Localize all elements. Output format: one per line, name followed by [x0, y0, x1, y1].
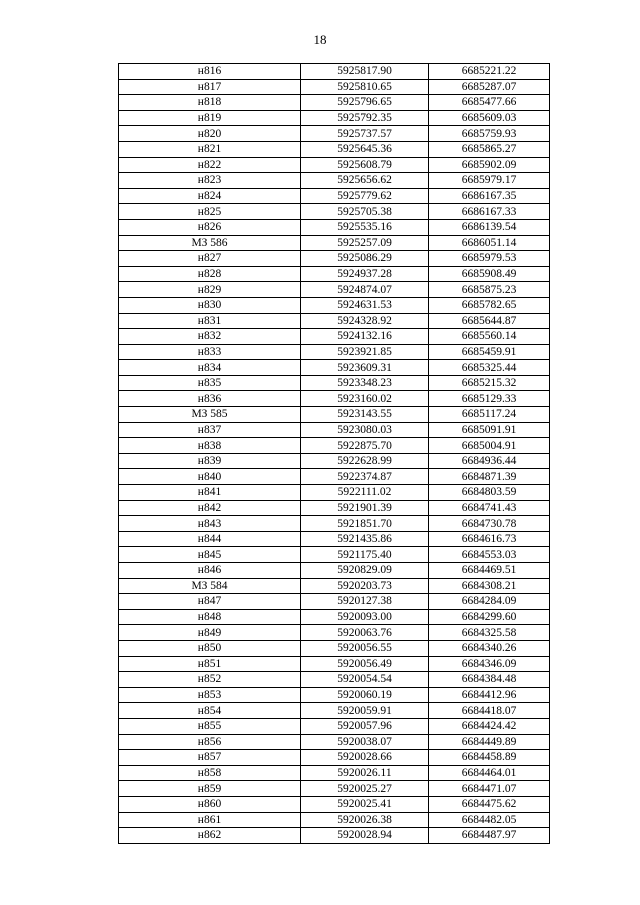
y-coordinate-cell: 6684308.21 [429, 578, 550, 594]
table-row [119, 157, 550, 173]
point-name-cell: н816 [119, 64, 301, 80]
table-row [119, 500, 550, 516]
table-row [119, 469, 550, 485]
point-name-cell: н820 [119, 126, 301, 142]
x-coordinate-cell: 5920025.41 [301, 796, 429, 812]
x-coordinate-cell: 5924328.92 [301, 313, 429, 329]
x-coordinate-cell: 5923080.03 [301, 422, 429, 438]
x-coordinate-cell: 5920127.38 [301, 594, 429, 610]
x-coordinate-cell: 5925086.29 [301, 251, 429, 267]
x-coordinate-cell: 5920059.91 [301, 703, 429, 719]
table-row [119, 329, 550, 345]
table-row [119, 235, 550, 251]
x-coordinate-cell: 5925796.65 [301, 95, 429, 111]
point-name-cell: н846 [119, 563, 301, 579]
point-name-cell: МЗ 585 [119, 407, 301, 423]
y-coordinate-cell: 6685908.49 [429, 266, 550, 282]
x-coordinate-cell: 5925656.62 [301, 173, 429, 189]
x-coordinate-cell: 5920026.11 [301, 765, 429, 781]
page-number: 18 [313, 32, 327, 47]
x-coordinate-cell: 5923348.23 [301, 375, 429, 391]
x-coordinate-cell: 5925257.09 [301, 235, 429, 251]
y-coordinate-cell: 6684475.62 [429, 796, 550, 812]
x-coordinate-cell: 5925810.65 [301, 79, 429, 95]
y-coordinate-cell: 6685644.87 [429, 313, 550, 329]
point-name-cell: н819 [119, 110, 301, 126]
point-name-cell: н831 [119, 313, 301, 329]
y-coordinate-cell: 6685782.65 [429, 297, 550, 313]
point-name-cell: н833 [119, 344, 301, 360]
point-name-cell: н852 [119, 672, 301, 688]
point-name-cell: н824 [119, 188, 301, 204]
point-name-cell: н861 [119, 812, 301, 828]
y-coordinate-cell: 6684803.59 [429, 485, 550, 501]
y-coordinate-cell: 6684936.44 [429, 453, 550, 469]
table-row [119, 796, 550, 812]
point-name-cell: н858 [119, 765, 301, 781]
table-row [119, 126, 550, 142]
table-row [119, 64, 550, 80]
table-row [119, 812, 550, 828]
table-row [119, 79, 550, 95]
point-name-cell: н850 [119, 640, 301, 656]
table-row [119, 391, 550, 407]
x-coordinate-cell: 5922111.02 [301, 485, 429, 501]
x-coordinate-cell: 5920829.09 [301, 563, 429, 579]
y-coordinate-cell: 6685477.66 [429, 95, 550, 111]
table-row [119, 485, 550, 501]
x-coordinate-cell: 5925737.57 [301, 126, 429, 142]
x-coordinate-cell: 5923921.85 [301, 344, 429, 360]
point-name-cell: н818 [119, 95, 301, 111]
y-coordinate-cell: 6685979.53 [429, 251, 550, 267]
y-coordinate-cell: 6684424.42 [429, 718, 550, 734]
x-coordinate-cell: 5922875.70 [301, 438, 429, 454]
y-coordinate-cell: 6685091.91 [429, 422, 550, 438]
table-row [119, 609, 550, 625]
y-coordinate-cell: 6685004.91 [429, 438, 550, 454]
x-coordinate-cell: 5921435.86 [301, 531, 429, 547]
table-row [119, 375, 550, 391]
x-coordinate-cell: 5924132.16 [301, 329, 429, 345]
table-row [119, 297, 550, 313]
x-coordinate-cell: 5924937.28 [301, 266, 429, 282]
x-coordinate-cell: 5920056.55 [301, 640, 429, 656]
table-row [119, 313, 550, 329]
point-name-cell: н855 [119, 718, 301, 734]
table-row [119, 578, 550, 594]
point-name-cell: н856 [119, 734, 301, 750]
x-coordinate-cell: 5920054.54 [301, 672, 429, 688]
y-coordinate-cell: 6684482.05 [429, 812, 550, 828]
table-row [119, 640, 550, 656]
point-name-cell: н830 [119, 297, 301, 313]
table-row [119, 360, 550, 376]
x-coordinate-cell: 5920056.49 [301, 656, 429, 672]
y-coordinate-cell: 6684346.09 [429, 656, 550, 672]
y-coordinate-cell: 6685902.09 [429, 157, 550, 173]
point-name-cell: н862 [119, 828, 301, 844]
point-name-cell: н859 [119, 781, 301, 797]
table-row [119, 656, 550, 672]
x-coordinate-cell: 5923143.55 [301, 407, 429, 423]
point-name-cell: н836 [119, 391, 301, 407]
x-coordinate-cell: 5920057.96 [301, 718, 429, 734]
table-row [119, 516, 550, 532]
x-coordinate-cell: 5920026.38 [301, 812, 429, 828]
point-name-cell: н860 [119, 796, 301, 812]
x-coordinate-cell: 5924874.07 [301, 282, 429, 298]
y-coordinate-cell: 6684418.07 [429, 703, 550, 719]
coordinates-table-body [119, 64, 550, 844]
point-name-cell: н823 [119, 173, 301, 189]
table-row [119, 438, 550, 454]
x-coordinate-cell: 5923160.02 [301, 391, 429, 407]
table-row [119, 703, 550, 719]
point-name-cell: н822 [119, 157, 301, 173]
x-coordinate-cell: 5920203.73 [301, 578, 429, 594]
y-coordinate-cell: 6684284.09 [429, 594, 550, 610]
x-coordinate-cell: 5925792.35 [301, 110, 429, 126]
table-row [119, 828, 550, 844]
table-row [119, 734, 550, 750]
point-name-cell: МЗ 584 [119, 578, 301, 594]
y-coordinate-cell: 6684553.03 [429, 547, 550, 563]
y-coordinate-cell: 6685459.91 [429, 344, 550, 360]
y-coordinate-cell: 6684730.78 [429, 516, 550, 532]
y-coordinate-cell: 6684299.60 [429, 609, 550, 625]
x-coordinate-cell: 5921851.70 [301, 516, 429, 532]
x-coordinate-cell: 5921175.40 [301, 547, 429, 563]
point-name-cell: н853 [119, 687, 301, 703]
point-name-cell: н827 [119, 251, 301, 267]
table-row [119, 687, 550, 703]
y-coordinate-cell: 6686167.33 [429, 204, 550, 220]
x-coordinate-cell: 5925645.36 [301, 141, 429, 157]
point-name-cell: н840 [119, 469, 301, 485]
y-coordinate-cell: 6684325.58 [429, 625, 550, 641]
y-coordinate-cell: 6685325.44 [429, 360, 550, 376]
y-coordinate-cell: 6684471.07 [429, 781, 550, 797]
y-coordinate-cell: 6684464.01 [429, 765, 550, 781]
y-coordinate-cell: 6685129.33 [429, 391, 550, 407]
point-name-cell: н817 [119, 79, 301, 95]
point-name-cell: н847 [119, 594, 301, 610]
table-row [119, 204, 550, 220]
y-coordinate-cell: 6685865.27 [429, 141, 550, 157]
table-row [119, 141, 550, 157]
table-row [119, 251, 550, 267]
point-name-cell: н843 [119, 516, 301, 532]
x-coordinate-cell: 5920093.00 [301, 609, 429, 625]
x-coordinate-cell: 5921901.39 [301, 500, 429, 516]
table-row [119, 672, 550, 688]
point-name-cell: н851 [119, 656, 301, 672]
x-coordinate-cell: 5923609.31 [301, 360, 429, 376]
table-row [119, 765, 550, 781]
y-coordinate-cell: 6686051.14 [429, 235, 550, 251]
point-name-cell: н848 [119, 609, 301, 625]
y-coordinate-cell: 6684458.89 [429, 750, 550, 766]
y-coordinate-cell: 6685979.17 [429, 173, 550, 189]
point-name-cell: н834 [119, 360, 301, 376]
table-row [119, 422, 550, 438]
x-coordinate-cell: 5922374.87 [301, 469, 429, 485]
point-name-cell: МЗ 586 [119, 235, 301, 251]
point-name-cell: н845 [119, 547, 301, 563]
table-row [119, 188, 550, 204]
point-name-cell: н821 [119, 141, 301, 157]
x-coordinate-cell: 5920038.07 [301, 734, 429, 750]
x-coordinate-cell: 5920063.76 [301, 625, 429, 641]
point-name-cell: н857 [119, 750, 301, 766]
point-name-cell: н825 [119, 204, 301, 220]
coordinates-table [118, 63, 550, 844]
y-coordinate-cell: 6685759.93 [429, 126, 550, 142]
x-coordinate-cell: 5920028.94 [301, 828, 429, 844]
table-row [119, 781, 550, 797]
y-coordinate-cell: 6685875.23 [429, 282, 550, 298]
table-row [119, 625, 550, 641]
point-name-cell: н849 [119, 625, 301, 641]
table-row [119, 547, 550, 563]
table-row [119, 531, 550, 547]
x-coordinate-cell: 5920025.27 [301, 781, 429, 797]
x-coordinate-cell: 5925608.79 [301, 157, 429, 173]
x-coordinate-cell: 5925817.90 [301, 64, 429, 80]
table-row [119, 219, 550, 235]
point-name-cell: н844 [119, 531, 301, 547]
y-coordinate-cell: 6684412.96 [429, 687, 550, 703]
point-name-cell: н828 [119, 266, 301, 282]
table-row [119, 344, 550, 360]
point-name-cell: н826 [119, 219, 301, 235]
x-coordinate-cell: 5920060.19 [301, 687, 429, 703]
table-row [119, 750, 550, 766]
x-coordinate-cell: 5925705.38 [301, 204, 429, 220]
point-name-cell: н835 [119, 375, 301, 391]
y-coordinate-cell: 6684616.73 [429, 531, 550, 547]
point-name-cell: н839 [119, 453, 301, 469]
y-coordinate-cell: 6685609.03 [429, 110, 550, 126]
table-row [119, 453, 550, 469]
y-coordinate-cell: 6686167.35 [429, 188, 550, 204]
y-coordinate-cell: 6684487.97 [429, 828, 550, 844]
point-name-cell: н829 [119, 282, 301, 298]
y-coordinate-cell: 6684449.89 [429, 734, 550, 750]
y-coordinate-cell: 6685287.07 [429, 79, 550, 95]
x-coordinate-cell: 5925535.16 [301, 219, 429, 235]
y-coordinate-cell: 6684741.43 [429, 500, 550, 516]
point-name-cell: н832 [119, 329, 301, 345]
y-coordinate-cell: 6685117.24 [429, 407, 550, 423]
point-name-cell: н842 [119, 500, 301, 516]
y-coordinate-cell: 6685560.14 [429, 329, 550, 345]
table-row [119, 594, 550, 610]
table-row [119, 718, 550, 734]
point-name-cell: н854 [119, 703, 301, 719]
x-coordinate-cell: 5925779.62 [301, 188, 429, 204]
point-name-cell: н838 [119, 438, 301, 454]
table-row [119, 173, 550, 189]
table-row [119, 563, 550, 579]
y-coordinate-cell: 6684469.51 [429, 563, 550, 579]
x-coordinate-cell: 5924631.53 [301, 297, 429, 313]
y-coordinate-cell: 6684871.39 [429, 469, 550, 485]
table-row [119, 407, 550, 423]
y-coordinate-cell: 6686139.54 [429, 219, 550, 235]
table-row [119, 266, 550, 282]
table-row [119, 110, 550, 126]
y-coordinate-cell: 6684384.48 [429, 672, 550, 688]
x-coordinate-cell: 5920028.66 [301, 750, 429, 766]
y-coordinate-cell: 6685215.32 [429, 375, 550, 391]
point-name-cell: н837 [119, 422, 301, 438]
x-coordinate-cell: 5922628.99 [301, 453, 429, 469]
table-row [119, 282, 550, 298]
table-row [119, 95, 550, 111]
point-name-cell: н841 [119, 485, 301, 501]
y-coordinate-cell: 6685221.22 [429, 64, 550, 80]
y-coordinate-cell: 6684340.26 [429, 640, 550, 656]
